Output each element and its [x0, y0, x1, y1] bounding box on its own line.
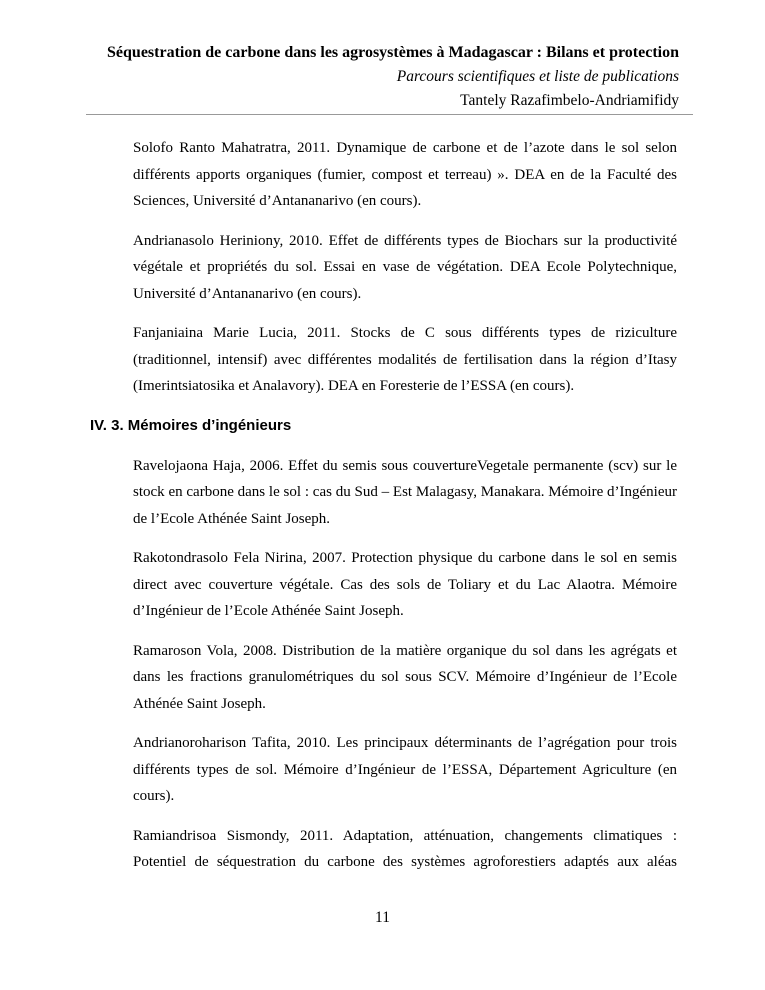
entry-paragraph: Ramaroson Vola, 2008. Distribution de la matière organique du sol dans les agrégats et dans les fractions granulométriques du sol sous SCV. Mémoire d’Ingénieur de l’Ecole Athénée Saint Joseph.	[133, 642, 677, 712]
entry-paragraph: Rakotondrasolo Fela Nirina, 2007. Protection physique du carbone dans le sol en semis direct avec couverture végétale. Cas des sols de Toliary et du Lac Alaotra. Mémoire d’Ingénieur de l’Ecole Athénée Saint Joseph.	[133, 550, 677, 619]
section-heading: IV. 3. Mémoires d’ingénieurs	[90, 416, 292, 434]
page-footer	[0, 905, 765, 931]
page-number: 11	[375, 909, 390, 926]
entry-paragraph: Andrianoroharison Tafita, 2010. Les principaux déterminants de l’agrégation pour trois différents types de sol. Mémoire d’Ingénieur de l’ESSA, Département Agriculture (en cours).	[133, 735, 677, 804]
entry-paragraph: Ravelojaona Haja, 2006. Effet du semis sous couvertureVegetale permanente (scv) sur le stock en carbone dans le sol : cas du Sud – Est Malagasy, Manakara. Mémoire d’Ingénieur de l’Ecole Athénée Saint Joseph.	[133, 457, 677, 527]
document-subtitle: Parcours scientifiques et liste de publications	[396, 68, 679, 85]
entry-paragraph: Solofo Ranto Mahatratra, 2011. Dynamique de carbone et de l’azote dans le sol selon différents apports organiques (fumier, compost et terreau) ». DEA en de la Faculté des Sciences, Université d’Antananarivo (en cours).	[133, 140, 677, 209]
document-header	[86, 0, 693, 115]
document-author: Tantely Razafimbelo-Andriamifidy	[460, 92, 679, 109]
entry-paragraph: Andrianasolo Heriniony, 2010. Effet de différents types de Biochars sur la productivité végétale et propriétés du sol. Essai en vase de végétation. DEA Ecole Polytechnique, Université d’Antananarivo (en cours).	[133, 232, 677, 302]
document-title: Séquestration de carbone dans les agrosystèmes à Madagascar : Bilans et protection	[107, 44, 679, 61]
document-body	[90, 115, 677, 876]
entry-paragraph: Fanjaniaina Marie Lucia, 2011. Stocks de C sous différents types de riziculture (traditionnel, intensif) avec différentes modalités de fertilisation dans la région d’Itasy (Imerintsiatosika et Analavory). DEA en Foresterie de l’ESSA (en cours).	[133, 325, 677, 394]
entry-paragraph: Ramiandrisoa Sismondy, 2011. Adaptation, atténuation, changements climatiques : Potentiel de séquestration du carbone des systèmes agroforestiers adaptés aux aléas	[133, 827, 677, 870]
